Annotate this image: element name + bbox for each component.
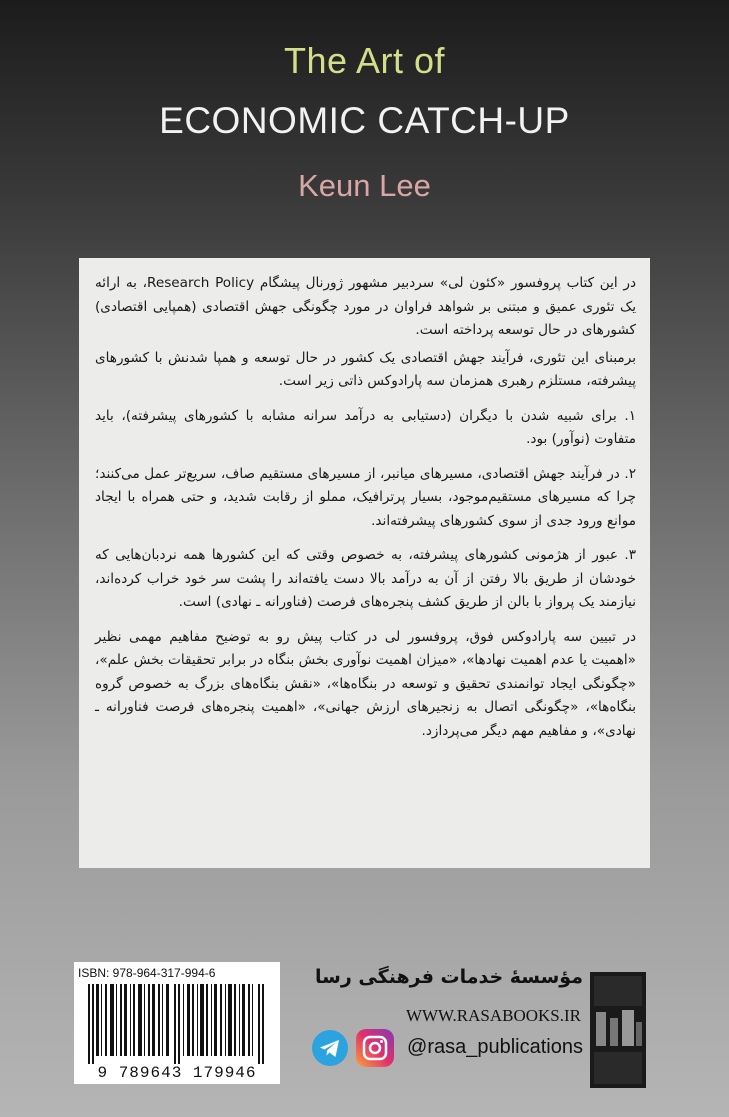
- isbn-label: ISBN: 978-964-317-994-6: [78, 966, 216, 980]
- intro-paragraph-1: در این کتاب پروفسور «کئون لی» سردبیر مشهور ژورنال پیشگام Research Policy، به ارائه یک تئوری عمیق و مبتنی بر شواهد فراوان در مورد چگونگی جهش اقتصادی (همپایی اقتصادی) کشورهای در حال توسعه پرداخته است.: [95, 275, 637, 338]
- author-name: Keun Lee: [298, 168, 431, 203]
- isbn-barcode-box: [74, 962, 280, 1084]
- barcode-graphic: [80, 984, 274, 1064]
- publisher-social-handle[interactable]: @rasa_publications: [407, 1036, 583, 1058]
- isbn-digits: 9 789643 179946: [97, 1064, 257, 1082]
- description-panel: [79, 258, 650, 868]
- telegram-icon[interactable]: [312, 1030, 348, 1066]
- publisher-name: مؤسسهٔ خدمات فرهنگی رسا: [315, 966, 583, 988]
- title-line-1: The Art of: [283, 40, 446, 81]
- paradox-point-3: ۳. عبور از هژمونی کشورهای پیشرفته، به خصوص وقتی که این کشورها همه نردبان‌هایی که خودشان از طریق بالا رفتن از آن به درآمد بالا دست یافته‌اند را پشت سر خود خراب کرده‌اند، نیازمند یک پرواز با بالن از طریق کشف پنجره‌های فرصت (فناورانه ـ نهادی) است.: [95, 547, 636, 610]
- conclusion-paragraph: در تبیین سه پارادوکس فوق، پروفسور لی در کتاب پیش رو به توضیح مفاهیم مهمی نظیر «اهمیت یا عدم اهمیت نهادها»، «میزان اهمیت نوآوری بخش بنگاه در برابر تحقیقات بخش علم»، «چگونگی ایجاد توانمندی تحقیق و توسعه در بنگاه‌ها»، «نقش بنگاه‌های بزرگ به خصوص گروه بنگاه‌ها»، «چگونگی اتصال به زنجیرهای ارزش جهانی»، «اهمیت پنجره‌های فرصت فناورانه ـ نهادی»، و مفاهیم مهم دیگر می‌پردازد.: [95, 628, 636, 739]
- title-line-2: ECONOMIC CATCH-UP: [159, 100, 570, 141]
- intro-paragraph-2: برمبنای این تئوری، فرآیند جهش اقتصادی یک کشور در حال توسعه و همپا شدنش با کشورهای پیشرفته، مستلزم رهبری همزمان سه پارادوکس ذاتی زیر است.: [95, 349, 636, 389]
- publisher-logo: [590, 972, 646, 1088]
- instagram-icon[interactable]: [356, 1029, 394, 1067]
- paradox-point-2: ۲. در فرآیند جهش اقتصادی، مسیرهای میانبر، از مسیرهای مستقیم صاف، سریع‌تر عمل می‌کنند؛ چرا که مسیرهای مستقیم‌موجود، بسیار پرترافیک، مملو از رقابت شدید، و حتی همراه با ایجاد موانع ورود جدی از سوی کشورهای پیشرفته‌اند.: [95, 465, 636, 529]
- publisher-website[interactable]: WWW.RASABOOKS.IR: [405, 1006, 581, 1025]
- paradox-point-1: ۱. برای شبیه شدن با دیگران (دستیابی به درآمد سرانه مشابه با کشورهای پیشرفته)، باید متفاوت (نوآور) بود.: [95, 407, 636, 447]
